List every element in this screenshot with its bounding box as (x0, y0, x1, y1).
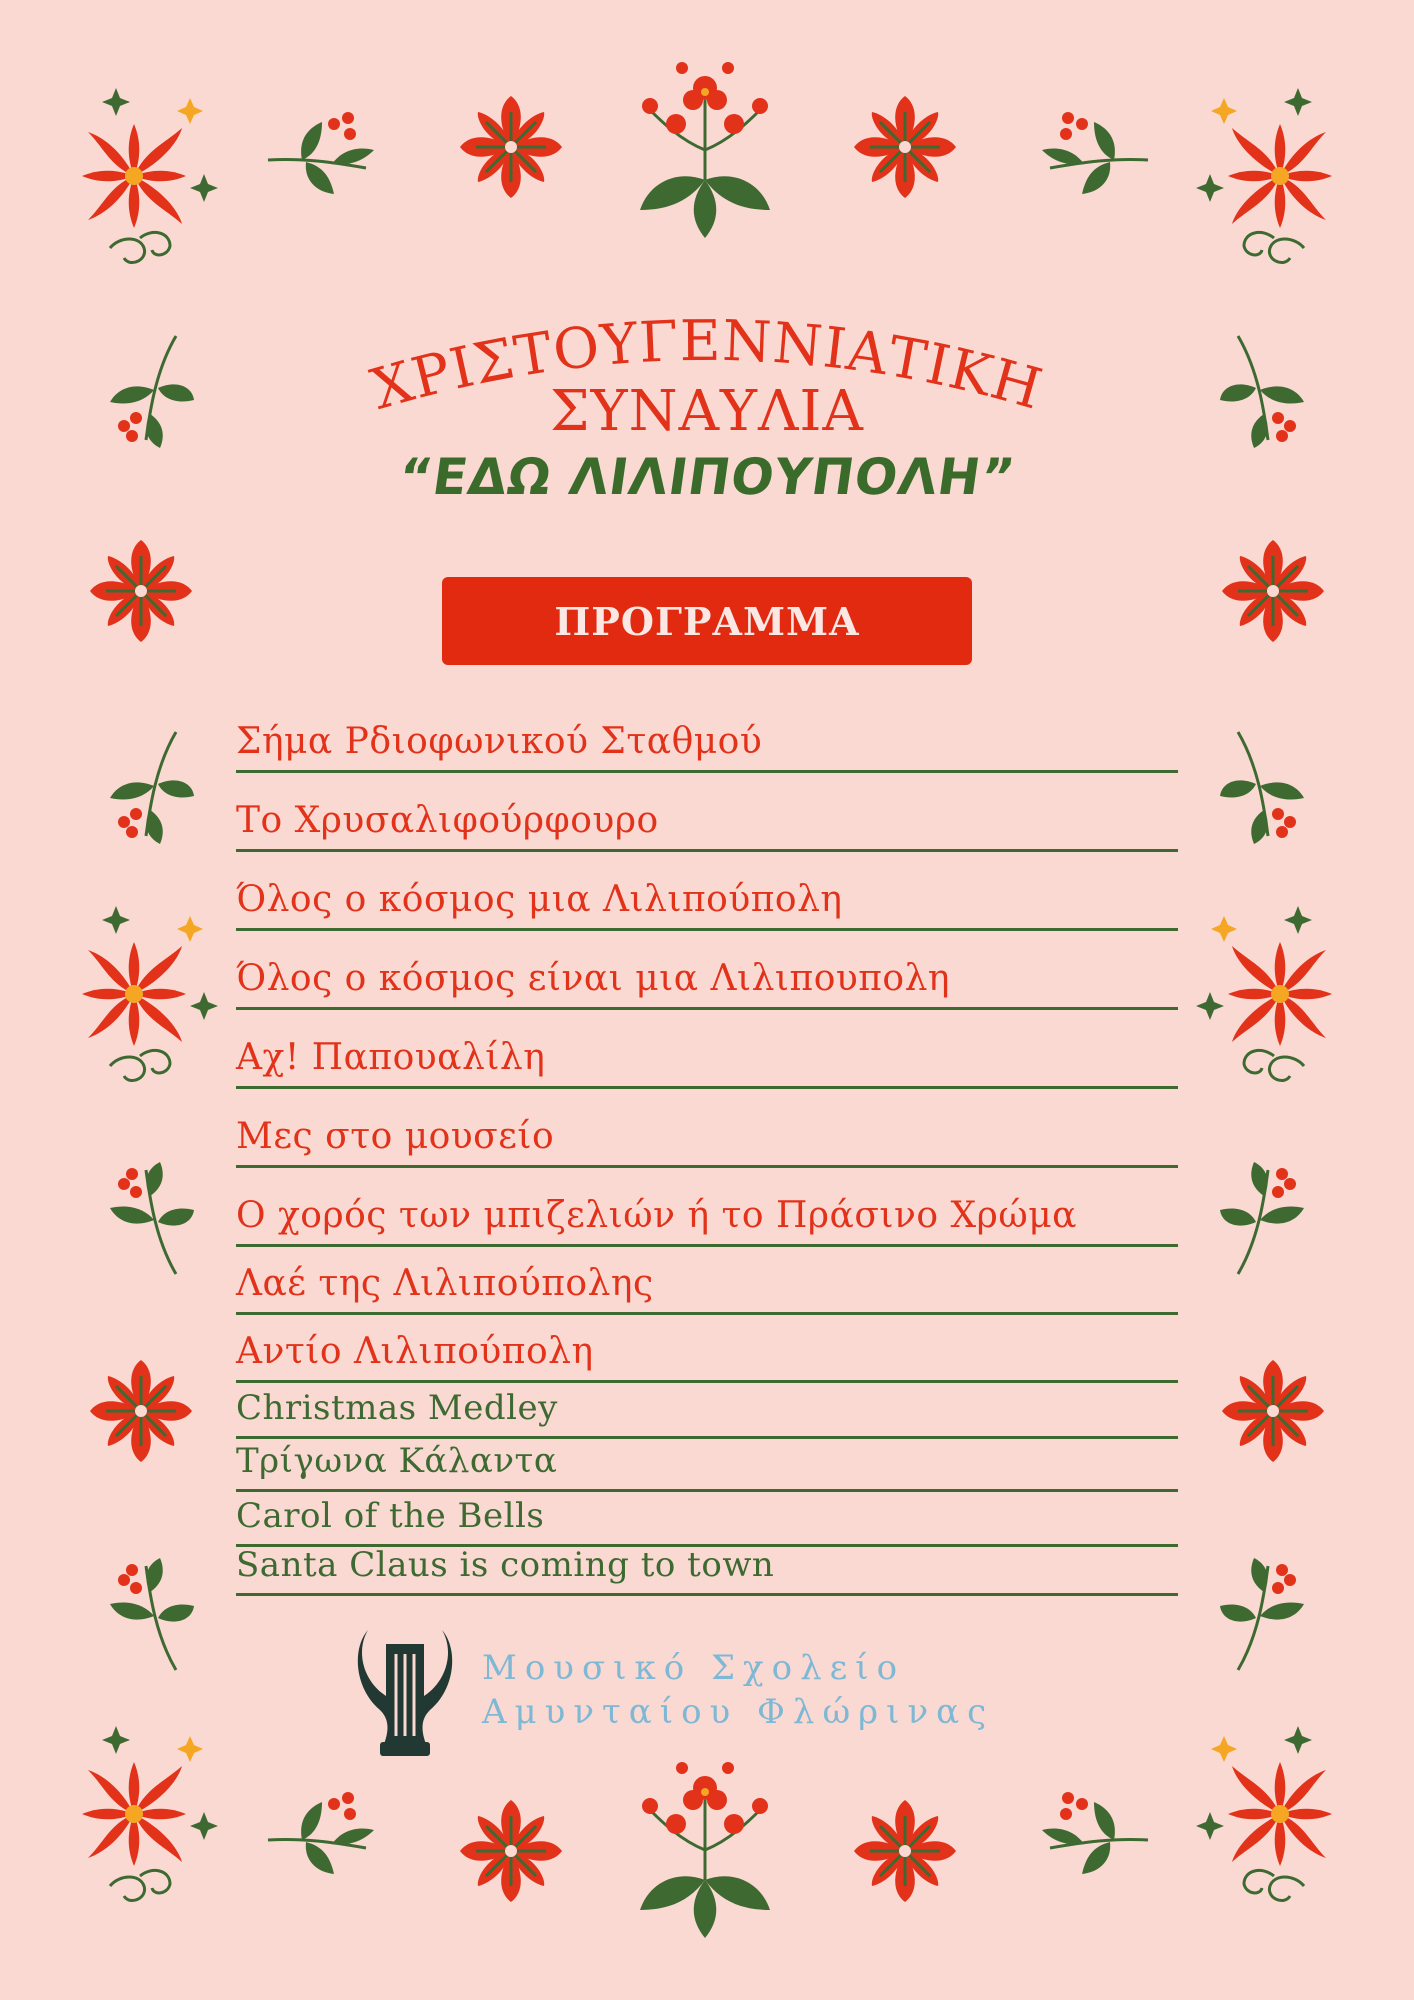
snowflake-flower-icon (850, 92, 960, 202)
holly-sprig-icon (1218, 1160, 1308, 1280)
holly-sprig-icon (1034, 110, 1154, 200)
snowflake-flower-icon (86, 536, 196, 646)
list-item: Όλος ο κόσμος είναι μια Λιλιπουπολη (236, 937, 1178, 1010)
list-item: Λαέ της Λιλιπούπολης (236, 1253, 1178, 1315)
snowflake-flower-icon (86, 1356, 196, 1466)
snowflake-flower-icon (850, 1796, 960, 1906)
holly-sprig-icon (1218, 330, 1308, 450)
snowflake-flower-icon (456, 1796, 566, 1906)
poinsettia-icon (1194, 88, 1334, 278)
school-name (482, 1646, 994, 1734)
list-item: Christmas Medley (236, 1389, 1178, 1439)
lyre-icon (350, 1618, 460, 1763)
list-item: Το Χρυσαλιφούρφουρο (236, 779, 1178, 852)
holly-sprig-icon (1034, 1790, 1154, 1880)
program-header: ΠΡΟΓΡΑΜΜΑ (442, 577, 972, 665)
snowflake-flower-icon (1218, 1356, 1328, 1466)
list-item: Santa Claus is coming to town (236, 1553, 1178, 1596)
list-item: Σήμα Ρδιοφωνικού Σταθμού (236, 700, 1178, 773)
holly-sprig-icon (262, 1790, 382, 1880)
list-item: Ο χορός των μπιζελιών ή το Πράσινο Χρώμα (236, 1174, 1178, 1247)
holly-sprig-icon (106, 1556, 196, 1676)
poinsettia-icon (80, 906, 220, 1096)
concert-title (357, 300, 1057, 450)
list-item: Τρίγωνα Κάλαντα (236, 1445, 1178, 1492)
holly-sprig-icon (1218, 1556, 1308, 1676)
title-line-2: ΣΥΝΑΥΛΙΑ (550, 379, 864, 444)
list-item: Όλος ο κόσμος μια Λιλιπούπολη (236, 858, 1178, 931)
list-item: Αντίο Λιλιπούπολη (236, 1321, 1178, 1383)
concert-subtitle: “ΕΔΩ ΛΙΛΙΠΟΥΠΟΛΗ” (395, 448, 1019, 506)
poinsettia-icon (1194, 906, 1334, 1096)
holly-sprig-icon (106, 726, 196, 846)
poinsettia-icon (1194, 1726, 1334, 1916)
holly-sprig-icon (106, 330, 196, 450)
flower-bouquet-icon (620, 1760, 790, 1940)
list-item: Αχ! Παπουαλίλη (236, 1016, 1178, 1089)
list-item: Μες στο μουσείο (236, 1095, 1178, 1168)
snowflake-flower-icon (456, 92, 566, 202)
title-line-1: ΧΡΙΣΤΟΥΓΕΝΝΙΑΤΙΚΗ (364, 308, 1050, 423)
poinsettia-icon (80, 88, 220, 278)
flower-bouquet-icon (620, 60, 790, 240)
holly-sprig-icon (1218, 726, 1308, 846)
holly-sprig-icon (262, 110, 382, 200)
snowflake-flower-icon (1218, 536, 1328, 646)
school-name-line-1: Μουσικό Σχολείο (482, 1648, 906, 1688)
holly-sprig-icon (106, 1160, 196, 1280)
list-item: Carol of the Bells (236, 1498, 1178, 1547)
school-name-line-2: Αμυνταίου Φλώρινας (482, 1692, 995, 1732)
poinsettia-icon (80, 1726, 220, 1916)
